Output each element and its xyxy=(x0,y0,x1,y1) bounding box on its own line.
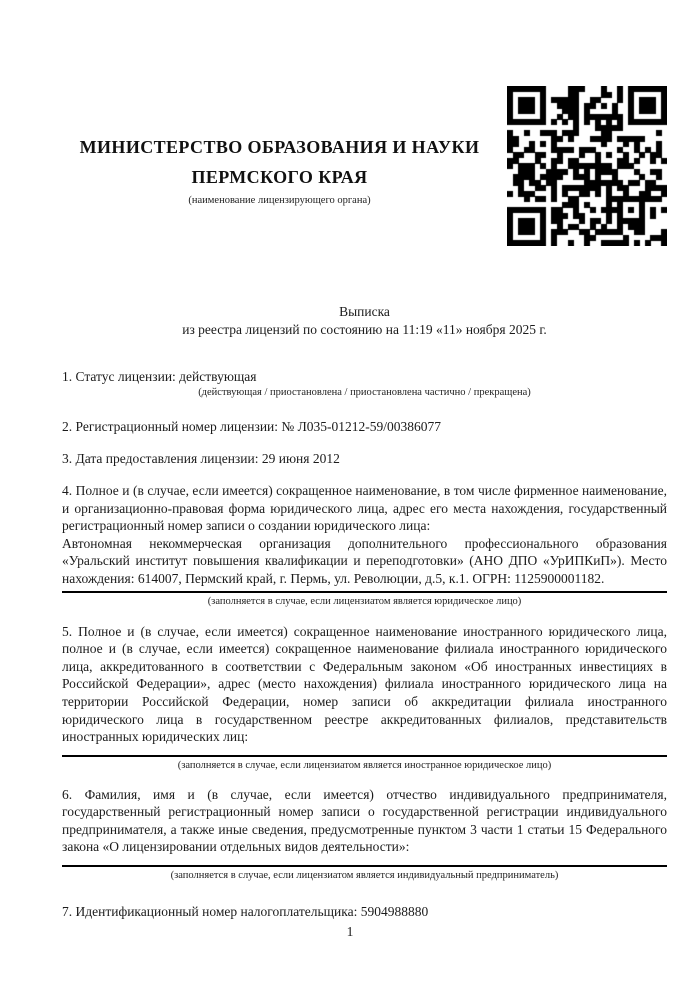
document-header xyxy=(62,86,667,246)
licensing-authority-block xyxy=(62,86,507,207)
registration-number-text: 2. Регистрационный номер лицензии: № Л035-01212-59/00386077 xyxy=(62,418,442,434)
license-date-text: 3. Дата предоставления лицензии: 29 июня 2012 xyxy=(62,451,340,467)
taxpayer-number-text: 7. Идентификационный номер налогоплательщика: 5904988880 xyxy=(62,904,429,920)
ministry-name-line1: МИНИСТЕРСТВО ОБРАЗОВАНИЯ И НАУКИ xyxy=(79,137,480,157)
ministry-caption: (наименование лицензирующего органа) xyxy=(188,195,371,206)
individual-entrepreneur-rule xyxy=(62,865,667,867)
foreign-entity-caption: (заполняется в случае, если лицензиатом является иностранное юридическое лицо) xyxy=(177,759,552,771)
page-number: 1 xyxy=(346,924,354,939)
individual-entrepreneur-caption: (заполняется в случае, если лицензиатом является индивидуальный предприниматель) xyxy=(170,870,559,882)
qr-code-image xyxy=(507,86,667,246)
item-registration-number xyxy=(62,418,667,436)
legal-entity-label: 4. Полное и (в случае, если имеется) сокращенное наименование, в том числе фирменное наименование, и организационно-правовая форма юридического лица, адрес его места нахождения, государственный регистрационный номер записи о создании юридического лица: xyxy=(62,482,667,534)
item-individual-entrepreneur xyxy=(62,786,667,882)
item-legal-entity xyxy=(62,482,667,608)
foreign-entity-rule xyxy=(62,755,667,757)
item-license-status xyxy=(62,368,667,399)
legal-entity-value: Автономная некоммерческая организация дополнительного профессионального образования «Уральский институт повышения квалификации и переподготовки» (АНО ДПО «УрИПКиП»). Место нахождения: 614007, Пермский край, г. Пермь, ул. Революции, д.5, к.1. ОГРН: 1125900001182. xyxy=(62,535,667,586)
document-title xyxy=(62,303,667,338)
legal-entity-caption: (заполняется в случае, если лицензиатом является юридическое лицо) xyxy=(207,595,522,607)
foreign-entity-label: 5. Полное и (в случае, если имеется) сокращенное наименование иностранного юридического лица, полное и (в случае, если имеется) сокращенное наименование филиала иностранного юридического лица, аккредитованного в соответствии с Федеральным законом «Об иностранных инвестициях в Российской Федерации», адрес (место нахождения) филиала иностранного юридического лица на территории Российской Федерации, номер записи об аккредитации филиала иностранного юридического лица в государственном реестре аккредитованных филиалов, представительств иностранных юридических лиц: xyxy=(62,623,667,745)
legal-entity-rule xyxy=(62,591,667,593)
document-title-line1: Выписка xyxy=(339,304,390,319)
individual-entrepreneur-label: 6. Фамилия, имя и (в случае, если имеется) отчество индивидуального предпринимателя, государственный регистрационный номер записи о государственной регистрации индивидуального предпринимателя, а также иные сведения, предусмотренные пунктом 3 части 1 статьи 15 Федерального закона «О лицензировании отдельных видов деятельности»: xyxy=(62,786,667,855)
document-title-line2: из реестра лицензий по состоянию на 11:19 «11» ноября 2025 г. xyxy=(182,321,547,337)
item-taxpayer-number xyxy=(62,903,667,921)
document-content xyxy=(62,0,667,989)
qr-code xyxy=(507,86,667,246)
ministry-name-line2: ПЕРМСКОГО КРАЯ xyxy=(191,167,368,187)
item-foreign-entity xyxy=(62,623,667,772)
license-status-text: 1. Статус лицензии: действующая xyxy=(62,369,257,385)
license-status-caption: (действующая / приостановлена / приостановлена частично / прекращена) xyxy=(198,386,531,398)
item-license-date xyxy=(62,450,667,468)
